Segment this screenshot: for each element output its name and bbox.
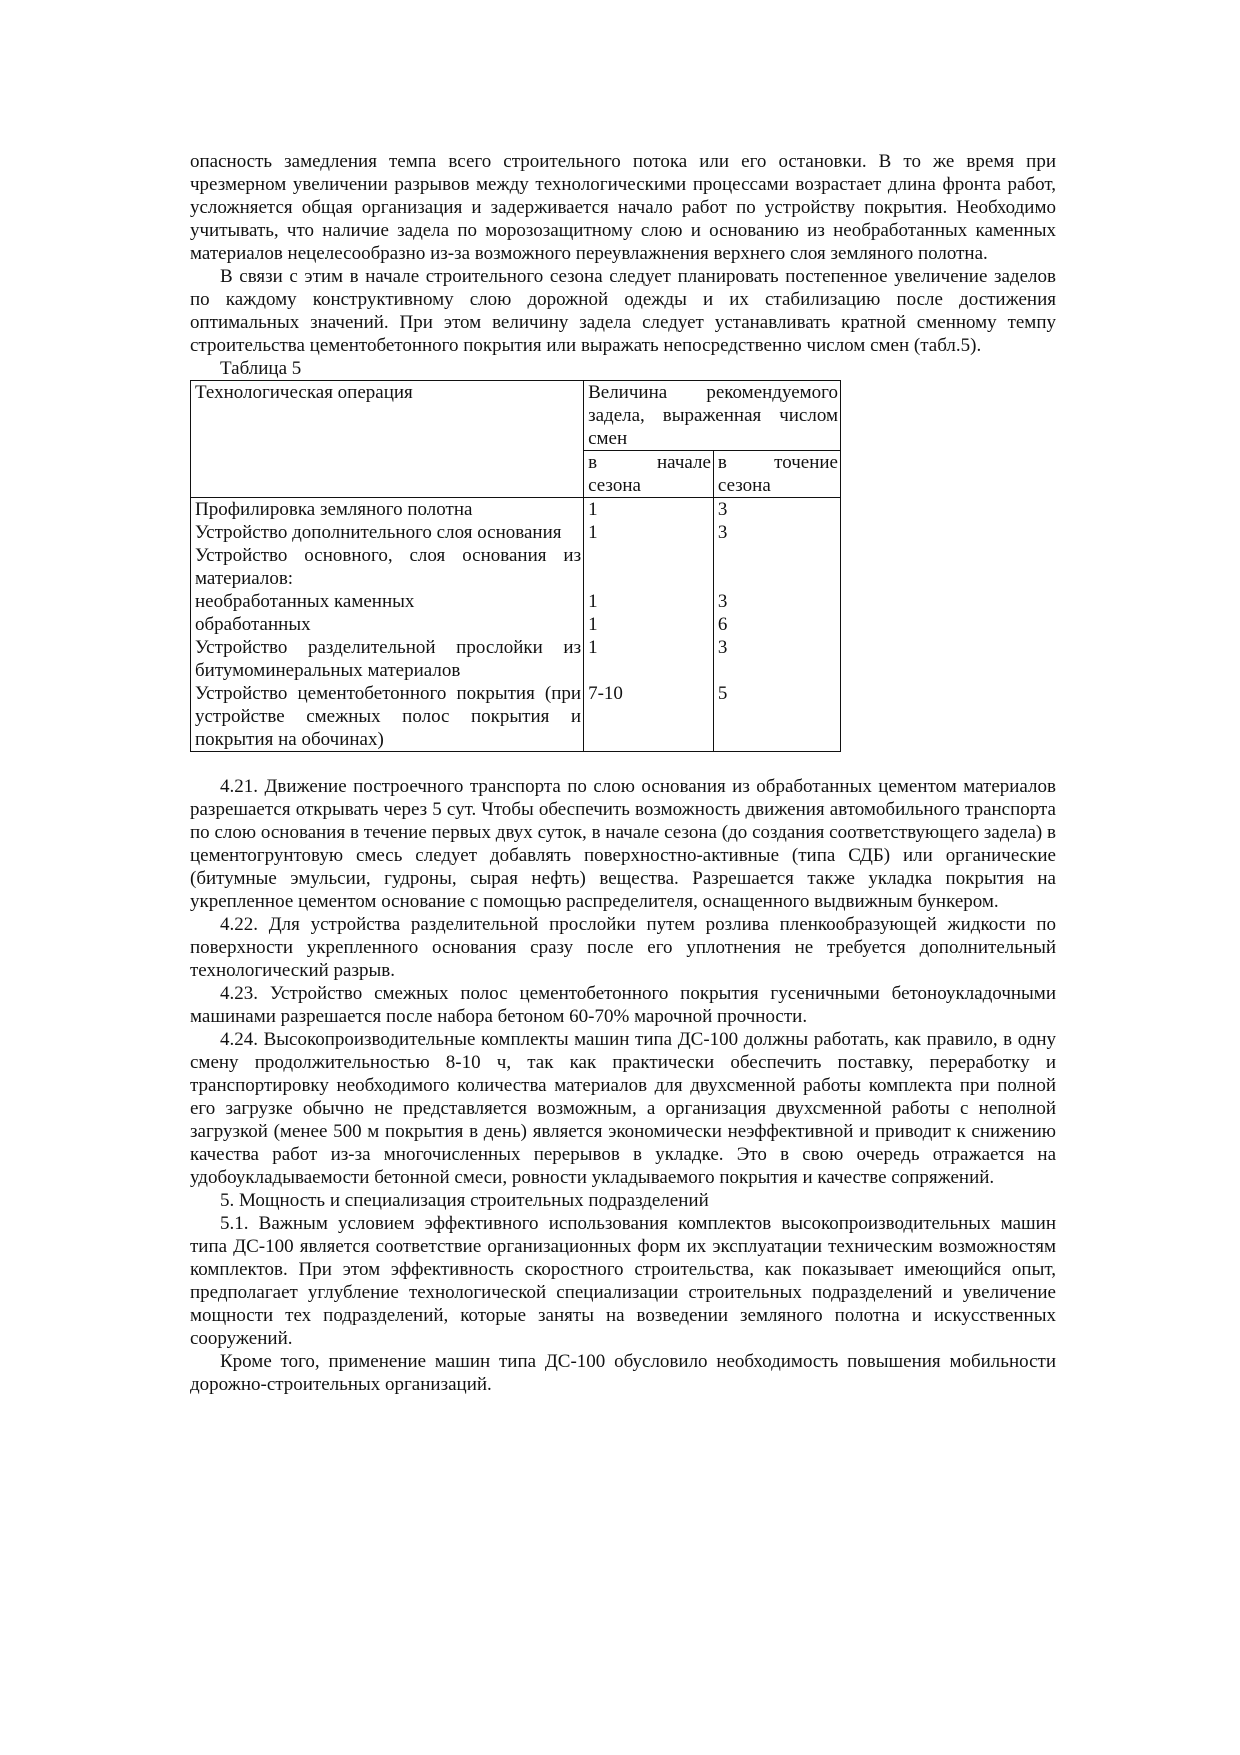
row-start: 1 [584,498,714,522]
row-operation: Устройство дополнительного слоя основания [191,521,584,544]
table-row [191,590,841,613]
row-start: 7-10 [584,682,714,752]
row-during: 6 [713,613,840,636]
table-row [191,636,841,682]
row-start [584,544,714,590]
table-row [191,613,841,636]
table-row [191,521,841,544]
row-during: 3 [713,636,840,682]
row-operation: обработанных [191,613,584,636]
paragraph-closing: Кроме того, применение машин типа ДС-100 обусловило необходимость повышения мобильности дорожно-строительных организаций. [190,1351,1056,1395]
intro-paragraph-2: В связи с этим в начале строительного сезона следует планировать постепенное увеличение заделов по каждому конструктивному слою дорожной одежды и их стабилизацию после достижения оптимальных значений. При этом величину задела следует устанавливать кратной сменному темпу строительства цементобетонного покрытия или выражать непосредственно числом смен (табл.5). [190,266,1056,356]
paragraph-4-23: 4.23. Устройство смежных полос цементобетонного покрытия гусеничными бетоноукладочными машинами разрешается после набора бетоном 60-70% марочной прочности. [190,983,1056,1027]
row-start: 1 [584,521,714,544]
paragraph-5-1: 5.1. Важным условием эффективного использования комплектов высокопроизводительных машин типа ДС-100 является соответствие организационных форм их эксплуатации техническим возможностям комплектов. При этом эффективность скоростного строительства, как показывает имеющийся опыт, предполагает углубление технологической специализации строительных подразделений и увеличение мощности тех подразделений, которые заняты на возведении земляного полотна и искусственных сооружений. [190,1213,1056,1349]
row-operation: Устройство основного, слоя основания из материалов: [191,544,584,590]
table-row [191,498,841,522]
table-5 [190,380,841,752]
row-during: 3 [713,590,840,613]
row-during [713,544,840,590]
header-start: в начале сезона [584,451,714,498]
intro-paragraph-1: опасность замедления темпа всего строительного потока или его остановки. В то же время при чрезмерном увеличении разрывов между технологическими процессами возрастает длина фронта работ, усложняется общая организация и задерживается начало работ по устройству покрытия. Необходимо учитывать, что наличие задела по морозозащитному слою и основанию из необработанных каменных материалов нецелесообразно из-за возможного переувлажнения верхнего слоя земляного полотна. [190,151,1056,264]
row-operation: Устройство разделительной прослойки из битумоминеральных материалов [191,636,584,682]
paragraph-4-22: 4.22. Для устройства разделительной прослойки путем розлива пленкообразующей жидкости по поверхности укрепленного основания сразу после его уплотнения не требуется дополнительный технологический разрыв. [190,914,1056,981]
header-during: в точение сезона [713,451,840,498]
row-start: 1 [584,613,714,636]
paragraph-4-24: 4.24. Высокопроизводительные комплекты машин типа ДС-100 должны работать, как правило, в одну смену продолжительностью 8-10 ч, так как практически обеспечить поставку, переработку и транспортировку необходимого количества материалов для двухсменной работы комплекта при полной его загрузке обычно не представляется возможным, а организация двухсменной работы с неполной загрузкой (менее 500 м покрытия в день) является экономически неэффективной и приводит к снижению качества работ из-за многочисленных перерывов в укладке. Это в свою очередь отражается на удобоукладываемости бетонной смеси, ровности укладываемого покрытия и качестве сопряжений. [190,1029,1056,1188]
row-operation: необработанных каменных [191,590,584,613]
row-during: 3 [713,521,840,544]
paragraph-4-21: 4.21. Движение построечного транспорта по слою основания из обработанных цементом материалов разрешается открывать через 5 сут. Чтобы обеспечить возможность движения автомобильного транспорта по слою основания в течение первых двух суток, в начале сезона (до создания соответствующего задела) в цементогрунтовую смесь следует добавлять поверхностно-активные (типа СДБ) или органические (битумные эмульсии, гудроны, сырая нефть) вещества. Разрешается также укладка покрытия на укрепленное цементом основание с помощью распределителя, оснащенного выдвижным бункером. [190,776,1056,912]
header-operation: Технологическая операция [191,381,584,498]
row-during: 5 [713,682,840,752]
row-operation: Профилировка земляного полотна [191,498,584,522]
table-header-row [191,381,841,451]
table-caption: Таблица 5 [220,358,302,379]
row-start: 1 [584,636,714,682]
row-operation: Устройство цементобетонного покрытия (при устройстве смежных полос покрытия и покрытия на обочинах) [191,682,584,752]
document-page [190,150,1056,1396]
header-value: Величина рекомендуемого задела, выраженная числом смен [584,381,841,451]
row-during: 3 [713,498,840,522]
row-start: 1 [584,590,714,613]
section-heading-5: 5. Мощность и специализация строительных подразделений [220,1190,709,1211]
table-row [191,682,841,752]
table-row [191,544,841,590]
